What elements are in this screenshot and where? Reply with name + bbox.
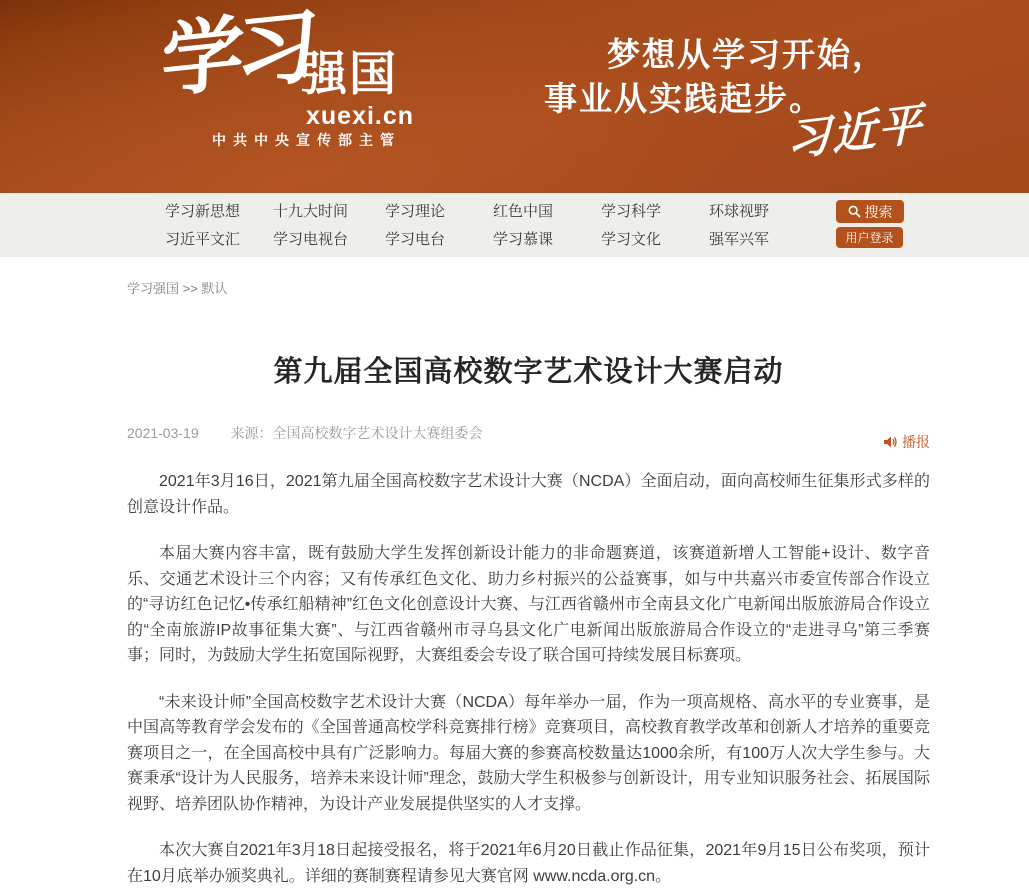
article-meta — [127, 423, 930, 450]
article-paragraph-4: 本次大赛自2021年3月18日起接受报名，将于2021年6月20日截止作品征集，2021年9月15日公布奖项，预计在10月底举办颁奖典礼。详细的赛制赛程请参见大赛官网 www.ncda.org.cn。 — [127, 842, 930, 885]
nav-item-tv-station[interactable]: 学习电视台 — [273, 231, 349, 248]
logo-domain-text: xuexi.cn — [306, 102, 415, 130]
article-source-label: 来源： — [230, 425, 273, 441]
logo-tagline: 中共中央宣传部主管 — [212, 132, 401, 148]
nav-item-strong-military[interactable]: 强军兴军 — [709, 231, 770, 248]
search-button-label: 搜索 — [864, 203, 893, 220]
broadcast-button[interactable] — [884, 432, 930, 452]
article-paragraph-2: 本届大赛内容丰富，既有鼓励大学生发挥创新设计能力的非命题赛道，该赛道新增人工智能+设计、数字音乐、交通艺术设计三个内容；又有传承红色文化、助力乡村振兴的公益赛事，如与中共嘉兴市委宣传部合作设立的“寻访红色记忆•传承红船精神”红色文化创意设计大赛、与江西省赣州市全南县文化广电新闻出版旅游局合作设立的“全南旅游IP故事征集大赛”、与江西省赣州市寻乌县文化广电新闻出版旅游局合作设立的“走进寻乌”第三季赛事；同时，为鼓励大学生拓宽国际视野，大赛组委会专设了联合国可持续发展目标赛项。 — [127, 545, 930, 664]
nav-item-science[interactable]: 学习科学 — [601, 203, 662, 220]
slogan-line-1: 梦想从学习开始， — [607, 38, 887, 74]
article-paragraph-1: 2021年3月16日，2021第九届全国高校数字艺术设计大赛（NCDA）全面启动，面向高校师生征集形式多样的创意设计作品。 — [127, 473, 930, 516]
nav-item-xi-collection[interactable]: 习近平文汇 — [165, 231, 241, 248]
article — [127, 355, 930, 889]
nav-item-new-thought[interactable]: 学习新思想 — [165, 203, 241, 220]
nav-item-theory[interactable]: 学习理论 — [385, 203, 446, 220]
logo-calligraphy-text: 学习 — [159, 1, 313, 108]
login-button-label: 用户登录 — [845, 231, 894, 245]
article-date: 2021-03-19 — [127, 425, 199, 441]
article-source-value: 全国高校数字艺术设计大赛组委会 — [272, 425, 483, 441]
xi-jinping-signature: 习近平 — [786, 99, 924, 166]
nav-item-culture[interactable]: 学习文化 — [601, 231, 662, 248]
nav-item-red-china[interactable]: 红色中国 — [493, 203, 554, 220]
article-meta-left — [127, 423, 483, 443]
nav-item-global-vision[interactable]: 环球视野 — [709, 203, 770, 220]
speaker-icon — [884, 436, 898, 448]
nav-item-radio-station[interactable]: 学习电台 — [385, 231, 446, 248]
article-source — [231, 425, 483, 441]
broadcast-label: 播报 — [902, 434, 930, 450]
breadcrumb[interactable]: 学习强国 >> 默认 — [127, 281, 228, 296]
article-paragraph-3: “未来设计师”全国高校数字艺术设计大赛（NCDA）每年举办一届，作为一项高规格、高水平的专业赛事，是中国高等教育学会发布的《全国普通高校学科竞赛排行榜》竞赛项目，高校教育教学改革和创新人才培养的重要竞赛项目之一，在全国高校中具有广泛影响力。每届大赛的参赛高校数量达1000余所，有100万人次大学生参与。大赛秉承“设计为人民服务，培养未来设计师”理念，鼓励大学生积极参与创新设计，用专业知识服务社会、拓展国际视野、培养团队协作精神，为设计产业发展提供坚实的人才支撑。 — [127, 693, 930, 813]
article-body — [127, 469, 930, 889]
slogan-line-2: 事业从实践起步。 — [544, 82, 824, 118]
nav-item-mooc[interactable]: 学习慕课 — [493, 231, 554, 248]
nav-item-19th-congress[interactable]: 十九大时间 — [273, 203, 349, 220]
article-title: 第九届全国高校数字艺术设计大赛启动 — [273, 356, 784, 388]
logo-block-text: 强国 — [300, 47, 398, 100]
